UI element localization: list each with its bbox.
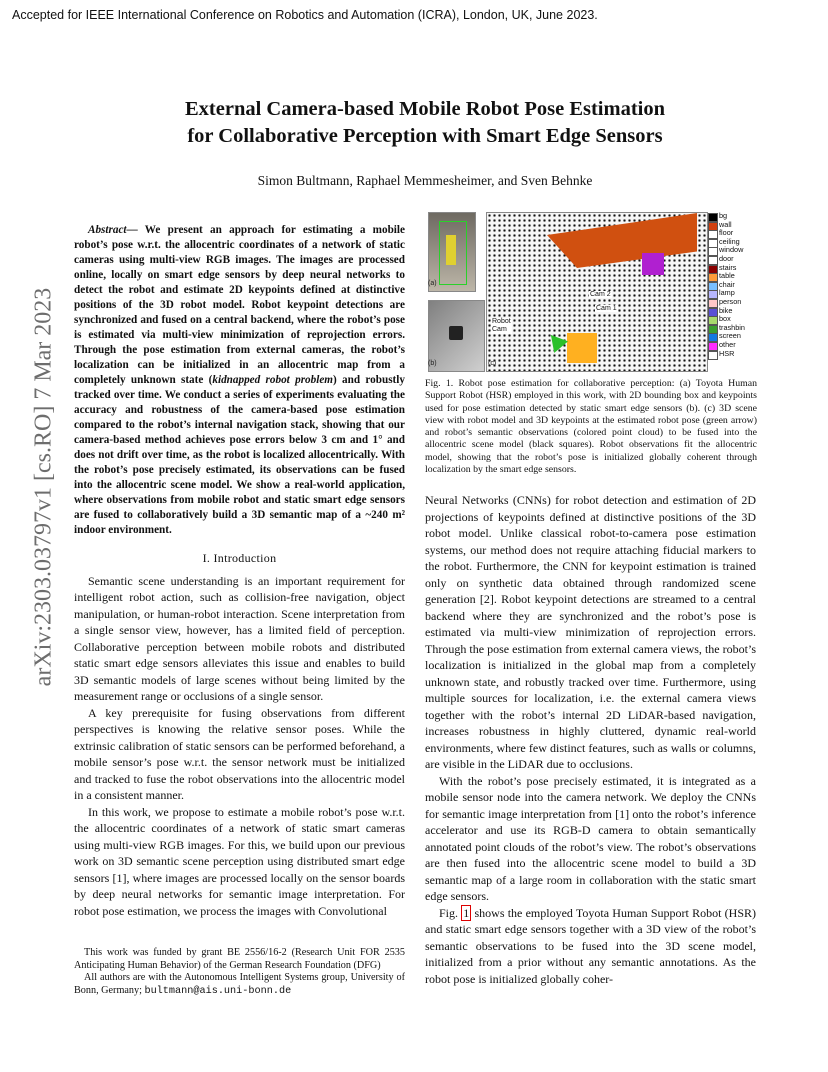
legend-entry-person [708, 298, 758, 307]
legend-entry-hsr [708, 350, 758, 359]
footnote-funding: This work was funded by grant BE 2556/16-2 (Research Unit FOR 2535 Anticipating Human Behavior) of the German Research Foundation (DFG) [74, 947, 405, 971]
legend-label: other [719, 339, 736, 349]
abstract-text: — We present an approach for estimating a mobile robot’s pose w.r.t. the allocentric coordinates of a network of static cameras using multi-view RGB images. The images are processed online, locally on smart edge sensors by deep neural networks to detect the robot and estimate 2D keypoints defined at distinctive positions of the 3D robot model. Robot keypoint detections are synchronized and fused on a central backend, where the robot’s pose is estimated via multi-view minimization of reprojection errors. Through the pose estimation from external cameras, the robot’s localization can be initialized in an allocentric map from a completely unknown state ( [74, 224, 405, 386]
fig-ref-prefix: Fig. [439, 905, 462, 920]
scene-view-3d [486, 212, 708, 372]
cam-1-label: Cam 1 [596, 305, 617, 312]
right-paragraph-3-text: shows the employed Toyota Human Support Robot (HSR) and static smart edge sensors together with a 3D view of the robot’s semantic observations to be fused into the 3D scene model, initialized from a prior without any semantic annotations. As the robot pose is initialized globally coher- [425, 905, 756, 986]
author-email: bultmann@ais.uni-bonn.de [144, 985, 292, 997]
footnote-affiliation-text: All authors are with the Autonomous Intelligent Systems group, University of Bonn, Germany; [74, 972, 405, 996]
legend-label: HSR [719, 348, 735, 358]
legend-label: floor [719, 228, 734, 238]
conference-header: Accepted for IEEE International Conference on Robotics and Automation (ICRA), London, UK, June 2023. [12, 8, 598, 22]
legend-label: table [719, 271, 735, 281]
footnote [74, 947, 405, 998]
footnote-affiliation [74, 972, 405, 998]
camera-device [449, 326, 463, 340]
legend-label: stairs [719, 262, 737, 272]
abstract-italic: kidnapped robot problem [212, 374, 334, 386]
paper-title [100, 96, 750, 150]
legend-label: ceiling [719, 236, 740, 246]
legend-label: trashbin [719, 322, 745, 332]
intro-paragraph-2: A key prerequisite for fusing observations from different perspectives is knowing the relative sensor poses. While the extrinsic calibration of static sensors can be performed beforehand, a mobile sensor’s pose w.r.t. the sensor network must be initialized and tracked to fuse the robot observations into the allocentric model in a consistent manner. [74, 705, 405, 802]
figure-caption: Fig. 1. Robot pose estimation for collaborative perception: (a) Toyota Human Support Robot (HSR) employed in this work, with 2D bounding box and keypoints used for pose estimation detected by static smart edge sensors (b). (c) 3D scene view with robot model and 3D keypoints at the estimated robot pose (green arrow) and robot’s semantic observations (colored point cloud) to be fused into the allocentric scene model (black squares). Robot observations fit the allocentric model, showing that the robot’s pose is initialized globally coherent through localization by the smart edge sensors. [425, 378, 757, 476]
left-column [74, 223, 405, 998]
author-list: Simon Bultmann, Raphael Memmesheimer, and Sven Behnke [257, 173, 593, 188]
panel-label-c: (c) [488, 360, 497, 367]
legend-label: box [719, 314, 731, 324]
figure-reference-link[interactable]: 1 [463, 905, 470, 920]
title-line-1: External Camera-based Mobile Robot Pose Estimation [185, 98, 665, 120]
legend-swatch [708, 351, 718, 360]
abstract-label: Abstract [88, 224, 127, 236]
abstract [74, 223, 405, 538]
panel-label-a: (a) [428, 280, 437, 287]
legend-entry-wall [708, 221, 758, 230]
robot-body [446, 235, 456, 265]
legend-label: door [719, 253, 734, 263]
right-paragraph-1: Neural Networks (CNNs) for robot detection and estimation of 2D projections of keypoints defined at distinctive positions of the 3D robot model. Unlike classical robot-to-camera pose estimation systems, our method does not require attaching fiducial markers to the robot. Furthermore, the CNN for keypoint estimation is trained only on synthetic data obtained through randomized scene generation [2]. Robot keypoint detections are streamed to a central backend where they are synchronized and the robot’s pose is estimated via multi-view minimization of reprojection errors. Through the pose estimation from external camera views, the robot’s localization is initialized in the global map from a completely unknown state, and robustly tracked over time. Furthermore, using multiple sources for localization, i.e. the external camera views together with the robot’s internal 2D LiDAR-based navigation, increases robustness in highly cluttered, dynamic real-world environments, where few distinct features, such as walls or columns, are visible in the LiDAR due to occlusions. [425, 493, 756, 771]
semantic-class-legend [708, 212, 758, 358]
section-heading-introduction: I. Introduction [202, 551, 277, 565]
robot-cam-label: Robot Cam [492, 318, 511, 333]
legend-label: bike [719, 305, 733, 315]
legend-label: screen [719, 331, 741, 341]
legend-entry-bike [708, 307, 758, 316]
arxiv-identifier: arXiv:2303.03797v1 [cs.RO] 7 Mar 2023 [30, 287, 57, 687]
right-column [425, 492, 756, 987]
legend-entry-bg [708, 212, 758, 221]
title-line-2: for Collaborative Perception with Smart Edge Sensors [187, 125, 663, 147]
intro-paragraph-3: In this work, we propose to estimate a mobile robot’s pose w.r.t. the allocentric coordinates of a network of static smart cameras using multi-view RGB images. For this, we build upon our previous work on 3D semantic scene perception using distributed smart edge sensors [1], where images are processed locally on the sensor boards by deep neural networks for semantic image interpretation. For robot pose estimation, we process the images with Convolutional [74, 804, 405, 918]
wall-points [547, 213, 697, 268]
right-paragraph-2: With the robot’s pose precisely estimated, it is integrated as a mobile sensor node into the camera network. We deploy the CNNs for semantic image interpretation from [1] onto the robot’s inference accelerator and use its RGB-D camera to obtain semantically annotated point clouds of the robot’s view. The robot’s observations are then fused into the allocentric scene model to build a 3D semantic map of a large room in collaboration with the static smart edge sensors. [425, 773, 756, 903]
abstract-text-2: ) and robustly tracked over time. We conduct a series of experiments evaluating the accuracy and robustness of the camera-based pose estimation compared to the robot’s internal navigation stack, showing that our camera-based method achieves pose errors below 3 cm and 1° and does not drift over time, as the robot is localized allocentrically. With the robot’s pose precisely estimated, its observations can be fused into the allocentric scene model. We show a real-world application, where observations from mobile robot and static smart edge sensors are fused to collaboratively build a 3D semantic map of a ~240 m² indoor environment. [74, 374, 405, 536]
robot-pose-arrow-icon [544, 329, 568, 353]
legend-label: lamp [719, 288, 735, 298]
cam-2-label: Cam 2 [590, 291, 611, 298]
legend-label: chair [719, 279, 735, 289]
legend-label: wall [719, 219, 732, 229]
legend-label: bg [719, 211, 728, 220]
intro-paragraph-1: Semantic scene understanding is an important requirement for intelligent robot action, such as collision-free navigation, object manipulation, or human-robot interaction. Scene interpretation from a single sensor view, however, has a limited field of perception. Collaborative perception between mobile robots and distributed static smart edge sensors alleviates this issue and enables to build 3D semantic models of large scenes without being limited by the measurement range or occlusions of a single sensor. [74, 573, 405, 703]
panel-label-b: (b) [428, 360, 437, 367]
legend-label: person [719, 296, 742, 306]
legend-label: window [719, 245, 744, 255]
other-points [642, 253, 664, 275]
right-paragraph-3 [425, 905, 756, 988]
robot-model [567, 333, 597, 363]
